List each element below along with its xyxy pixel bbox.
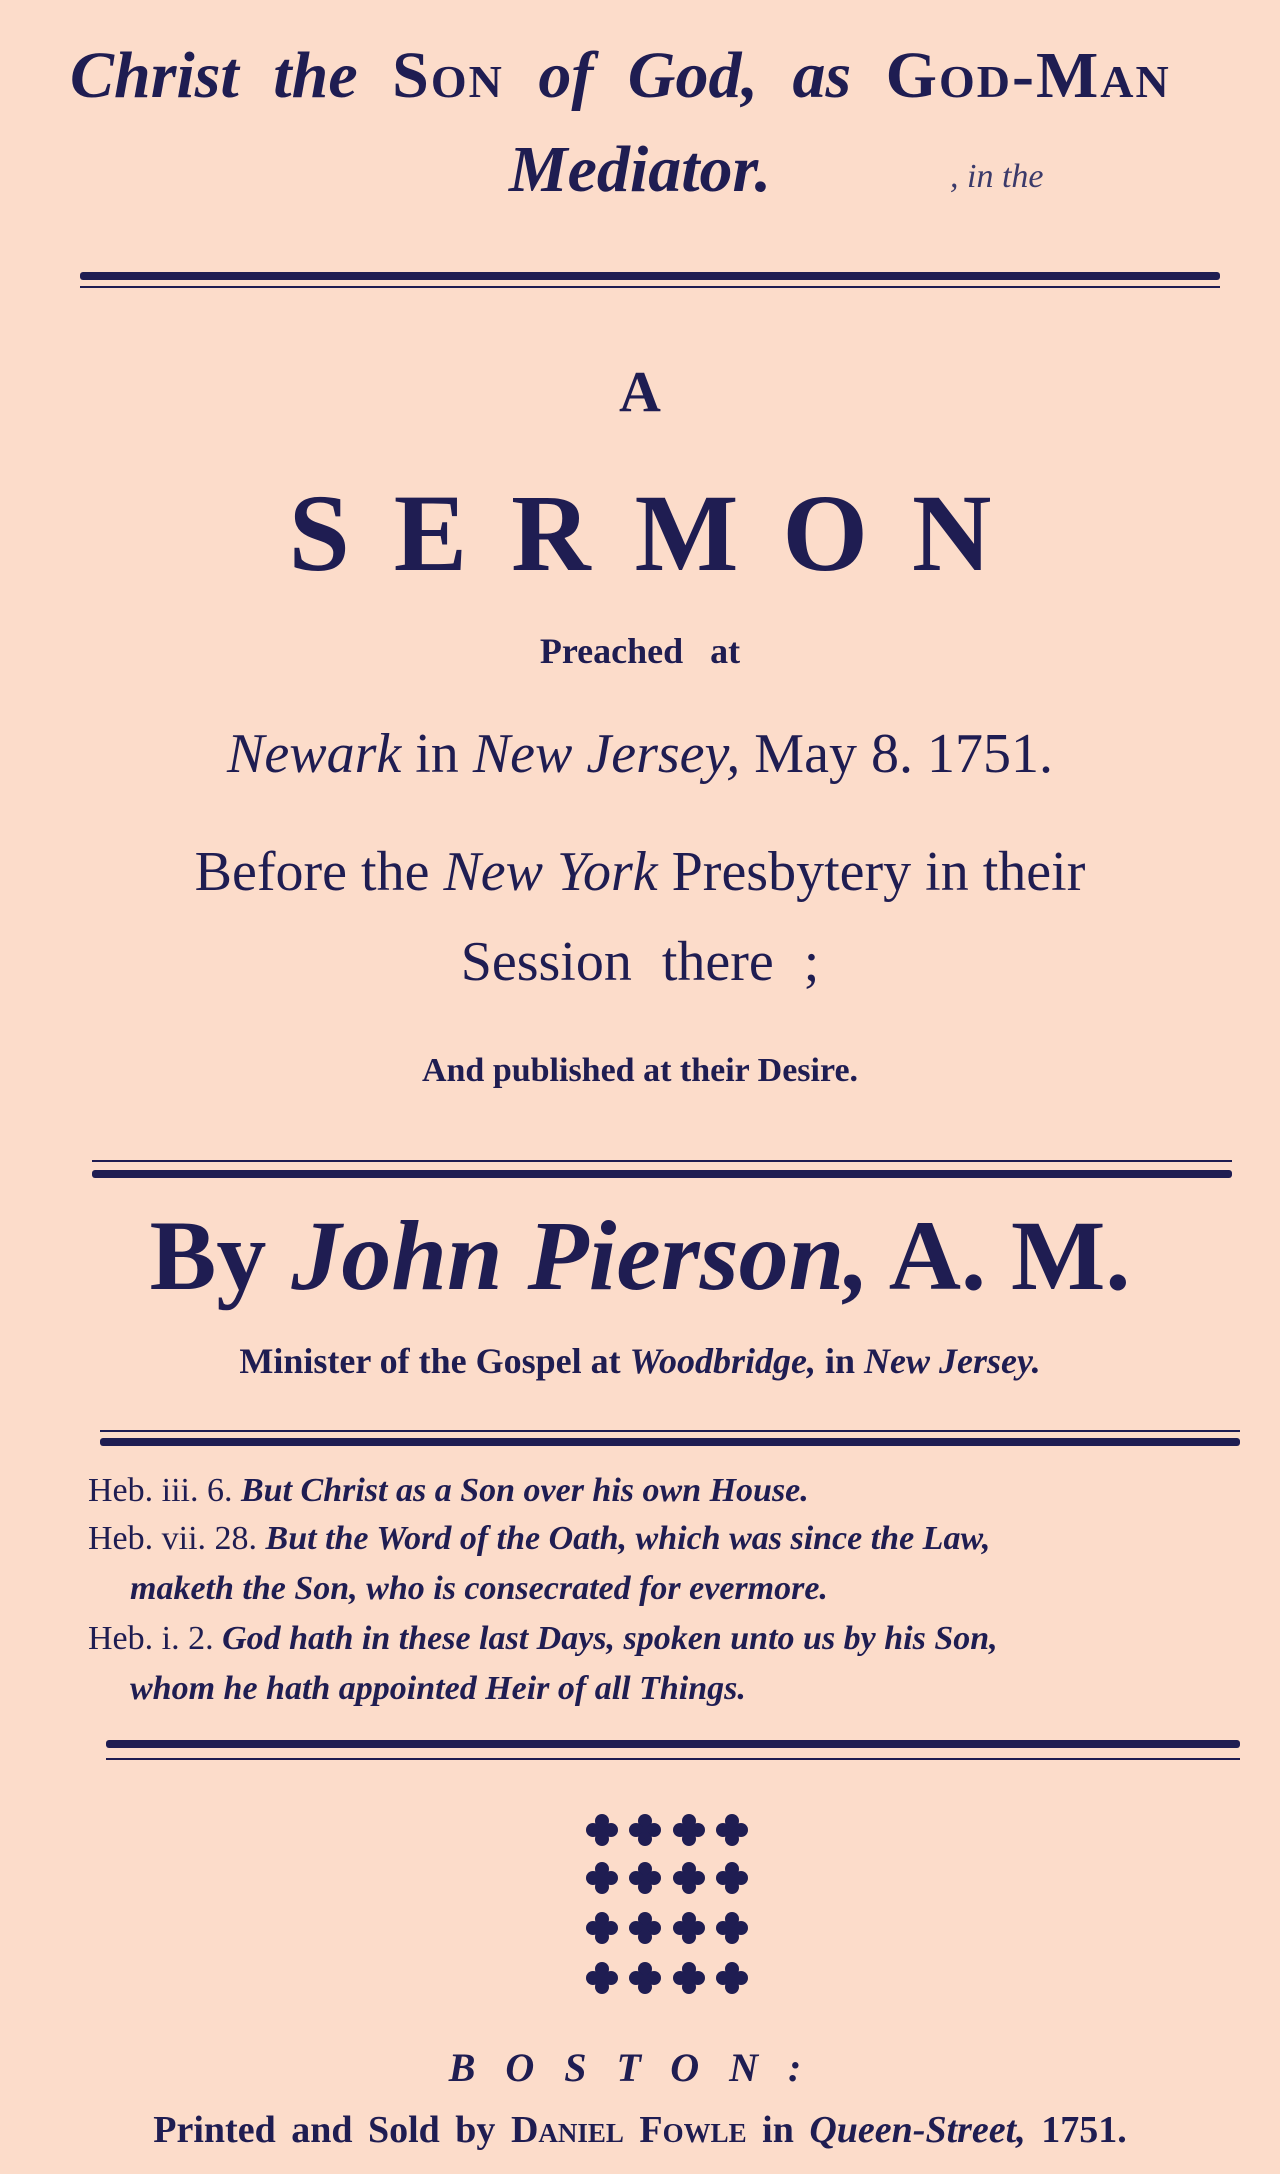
occasion-line (0, 840, 1280, 904)
minister-woodbridge: Woodbridge, (629, 1341, 816, 1381)
imprint-printer: Daniel Fowle (510, 2109, 747, 2151)
minister-line (0, 1340, 1280, 1382)
author-degree: A. M. (888, 1200, 1131, 1311)
occasion-presbytery: Presbytery in their (671, 841, 1086, 903)
epigraph-1 (88, 1472, 809, 1510)
epigraph-text: But the Word of the Oath, which was since the Law, (265, 1520, 991, 1557)
epigraph-text: God hath in these last Days, spoken unto us by his Son, (222, 1620, 998, 1657)
place-newark: Newark (227, 723, 402, 785)
title-christ-the: Christ the (70, 39, 358, 112)
epigraph-3 (88, 1620, 998, 1658)
handwritten-annotation: , in the (950, 158, 1044, 195)
imprint-city: BOSTON: (448, 2045, 832, 2090)
occasion-session: Session there ; (460, 931, 820, 993)
epigraph-2-continued (130, 1570, 828, 1608)
title-of-god-as: of God, as (538, 39, 852, 112)
minister-new-jersey: New Jersey. (864, 1341, 1041, 1381)
fleuron-ornament-icon (577, 1808, 757, 2000)
imprint-street: Queen-Street, (809, 2109, 1026, 2151)
published-line: And published at their Desire. (421, 1052, 859, 1089)
place-date: May 8. 1751. (754, 723, 1053, 785)
heading-a: A (619, 359, 661, 424)
place-in: in (415, 723, 459, 785)
preached-at: Preached at (539, 631, 741, 671)
epigraph-text: whom he hath appointed Heir of all Things. (130, 1670, 746, 1707)
epigraph-ref: Heb. iii. 6. (88, 1472, 233, 1509)
epigraph-2 (88, 1520, 990, 1558)
author-by: By (149, 1200, 267, 1311)
title-son: Son (392, 39, 504, 112)
epigraph-text: But Christ as a Son over his own House. (240, 1472, 809, 1509)
title-line-1 (70, 38, 1230, 114)
epigraph-3-continued (130, 1670, 746, 1708)
minister-in: in (824, 1341, 856, 1381)
imprint-printed-by: Printed and Sold by (153, 2109, 496, 2151)
title-god-man: God-Man (885, 39, 1171, 112)
heading-sermon: SERMON (288, 472, 1036, 594)
author-line (0, 1198, 1280, 1313)
epigraph-text: maketh the Son, who is consecrated for evermore. (130, 1570, 828, 1607)
epigraph-ref: Heb. i. 2. (88, 1620, 214, 1657)
place-new-jersey: New Jersey, (472, 723, 741, 785)
author-name: John Pierson, (291, 1200, 870, 1311)
minister-prefix: Minister of the Gospel at (239, 1341, 621, 1381)
occasion-new-york: New York (443, 841, 658, 903)
epigraph-ref: Heb. vii. 28. (88, 1520, 258, 1557)
imprint-year: 1751. (1041, 2109, 1127, 2151)
imprint-in: in (762, 2109, 794, 2151)
title-line-2: Mediator. (508, 133, 772, 206)
place-line (0, 722, 1280, 786)
occasion-before-the: Before the (194, 841, 430, 903)
imprint-line (0, 2108, 1280, 2152)
